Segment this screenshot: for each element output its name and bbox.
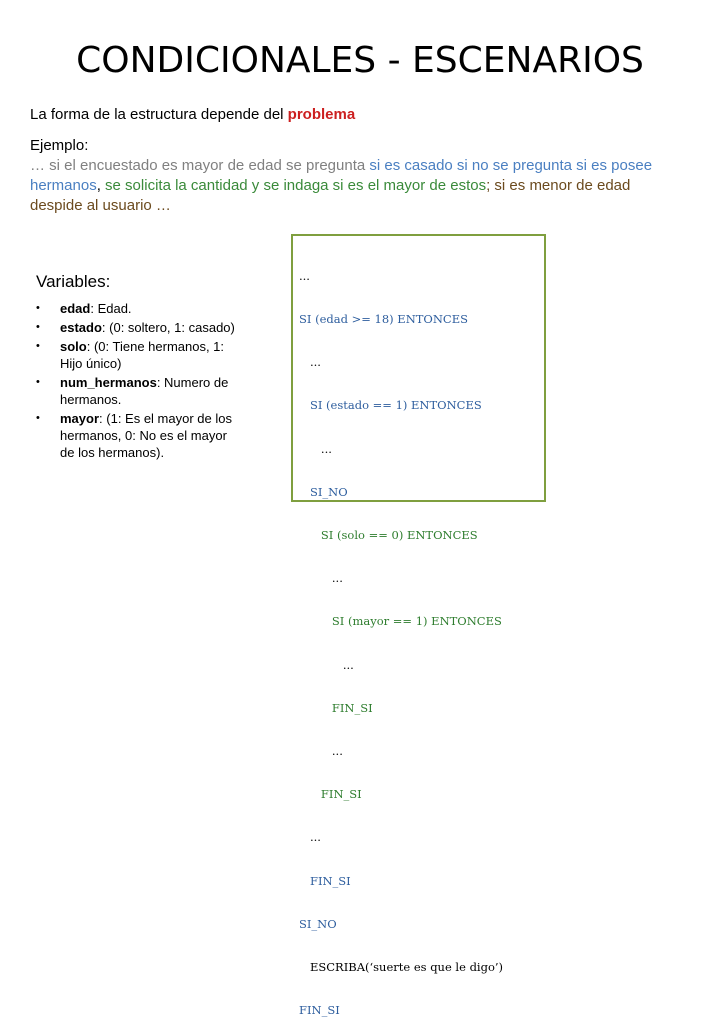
variable-item (36, 300, 236, 317)
variable-name: mayor (60, 411, 100, 426)
example-part-5: ; si es menor de edad despide al usuario … (30, 177, 631, 214)
variable-desc: : Numero de hermanos. (60, 375, 229, 407)
code-line: FIN_SI (299, 700, 373, 715)
variables-panel (36, 272, 236, 463)
code-line: ... (299, 744, 343, 759)
bullet-icon: • (36, 302, 40, 314)
variables-title: Variables: (36, 272, 111, 291)
code-line: FIN_SI (299, 787, 362, 802)
subtitle-text: La forma de la estructura depende del (30, 106, 288, 123)
bullet-icon: • (36, 376, 40, 388)
bullet-icon: • (36, 412, 40, 424)
code-line: SI (estado == 1) ENTONCES (299, 398, 482, 413)
bullet-icon: • (36, 321, 40, 333)
example-part-2: si es casado si no se pregunta si es posee hermanos (30, 157, 653, 194)
code-line: ... (299, 355, 321, 370)
subtitle (30, 106, 355, 123)
variable-desc: : (1: Es el mayor de los hermanos, 0: No es el mayor de los hermanos). (60, 411, 232, 460)
variable-desc: : Edad. (90, 301, 132, 316)
variable-name: num_hermanos (60, 375, 157, 390)
code-line: SI (mayor == 1) ENTONCES (299, 614, 502, 629)
code-line: SI (edad >= 18) ENTONCES (299, 312, 468, 327)
code-line: SI (solo == 0) ENTONCES (299, 528, 478, 543)
example-part-4: se solicita la cantidad y se indaga si es el mayor de estos (105, 177, 487, 194)
code-line: FIN_SI (299, 873, 351, 888)
code-line: SI_NO (299, 916, 337, 931)
code-line: ... (299, 268, 310, 283)
variables-list (36, 300, 236, 461)
code-line: ... (299, 830, 321, 845)
slide-title: CONDICIONALES - ESCENARIOS (76, 40, 644, 81)
example-label: Ejemplo: (30, 137, 89, 154)
variable-item (36, 410, 236, 461)
subtitle-highlight: problema (287, 106, 356, 123)
variable-item (36, 338, 236, 372)
variable-name: estado (60, 320, 102, 335)
bullet-icon: • (36, 340, 40, 352)
variable-name: edad (60, 301, 91, 316)
example-block (30, 136, 670, 216)
variable-item (36, 319, 236, 336)
variable-name: solo (60, 339, 87, 354)
code-line: ... (299, 441, 332, 456)
variable-desc: : (0: soltero, 1: casado) (101, 320, 235, 335)
code-line: ESCRIBA(‘suerte es que le digo’) (299, 960, 504, 975)
pseudocode-box (291, 234, 546, 1018)
variable-item (36, 374, 236, 408)
variable-desc: : (0: Tiene hermanos, 1: Hijo único) (60, 339, 225, 371)
example-part-3: , (96, 177, 106, 194)
code-line: ... (299, 657, 354, 672)
example-part-1: … si el encuestado es mayor de edad se pregunta (30, 157, 370, 174)
code-line: SI_NO (299, 484, 348, 499)
code-line: FIN_SI (299, 1003, 340, 1018)
code-line: ... (299, 571, 343, 586)
